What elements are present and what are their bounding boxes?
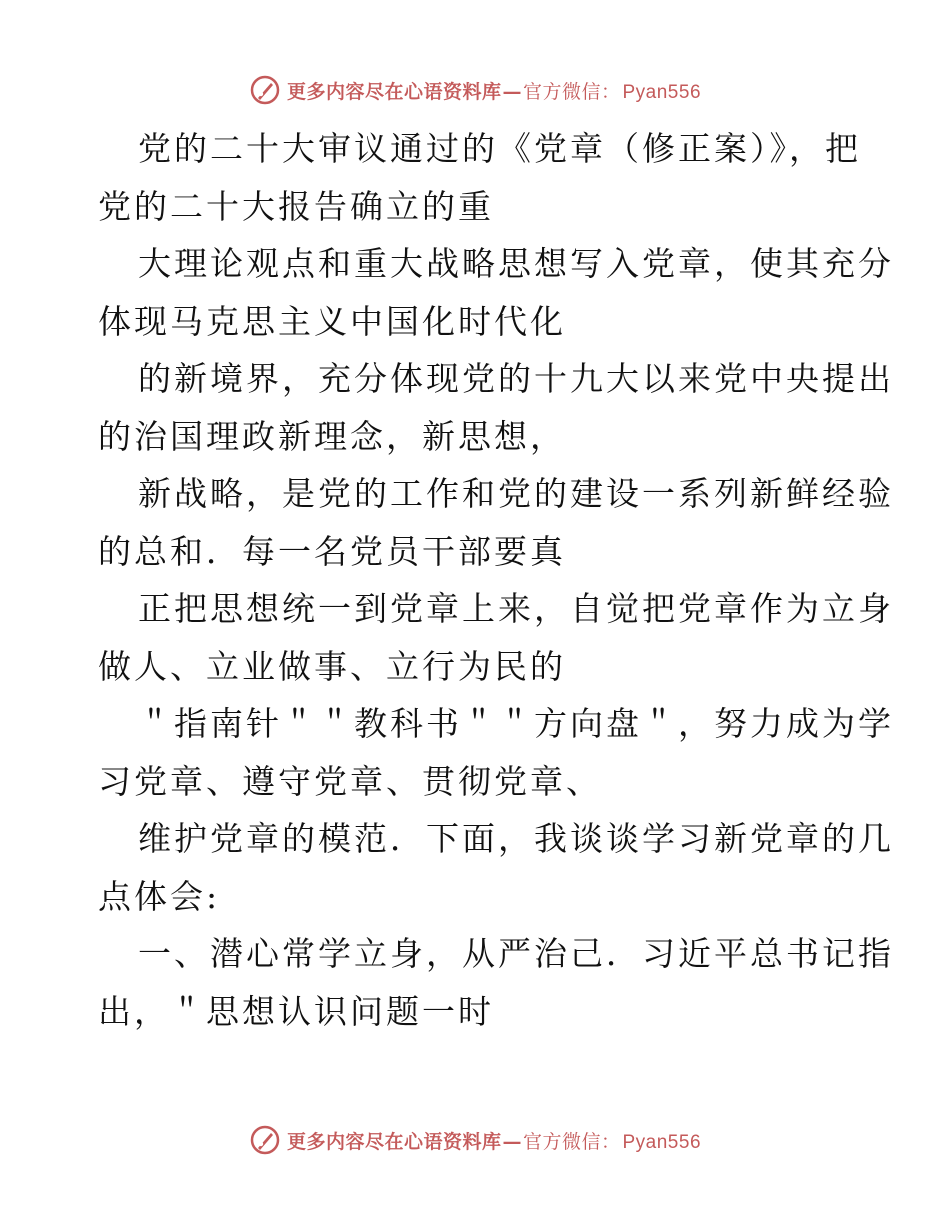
body-line: 习党章、遵守党章、贯彻党章、 [98, 761, 602, 801]
watermark-site-name: 更多内容尽在心语资料库 [286, 80, 502, 103]
body-line: 体现马克思主义中国化时代化 [98, 301, 566, 341]
watermark-official-label: 官方微信： [522, 80, 621, 103]
body-line: 出，＂思想认识问题一时 [98, 991, 494, 1031]
body-line: 的总和．每一名党员干部要真 [98, 531, 566, 571]
watermark-footer [0, 1120, 950, 1160]
body-line: 维护党章的模范．下面，我谈谈学习新党章的几 [138, 819, 894, 858]
body-line: 点体会: [98, 876, 221, 916]
body-line: 大理论观点和重大战略思想写入党章，使其充分 [138, 244, 894, 283]
body-line: ＂指南针＂＂教科书＂＂方向盘＂，努力成为学 [138, 704, 894, 743]
body-line: 新战略，是党的工作和党的建设一系列新鲜经验 [138, 474, 894, 513]
body-line: 一、潜心常学立身，从严治己．习近平总书记指 [138, 934, 894, 973]
body-line: 正把思想统一到党章上来，自觉把党章作为立身 [138, 589, 894, 628]
body-line: 的治国理政新理念，新思想， [98, 416, 566, 456]
document-body [98, 120, 894, 1040]
watermark-site-name: 更多内容尽在心语资料库 [286, 1130, 502, 1153]
watermark-dash: — [502, 1130, 522, 1153]
body-line: 党的二十大审议通过的《党章（修正案）》，把 [138, 129, 861, 168]
watermark-text [287, 77, 701, 104]
watermark-dash: — [502, 80, 522, 103]
quill-pen-circle-icon [249, 74, 281, 106]
body-line: 的新境界，充分体现党的十九大以来党中央提出 [138, 359, 894, 398]
body-line: 党的二十大报告确立的重 [98, 186, 494, 226]
quill-pen-circle-icon [249, 1124, 281, 1156]
watermark-header [0, 70, 950, 110]
watermark-wechat-id: Pyan556 [622, 81, 702, 103]
watermark-text [287, 1127, 701, 1154]
watermark-wechat-id: Pyan556 [622, 1131, 702, 1153]
watermark-official-label: 官方微信： [522, 1130, 621, 1153]
body-line: 做人、立业做事、立行为民的 [98, 646, 566, 686]
